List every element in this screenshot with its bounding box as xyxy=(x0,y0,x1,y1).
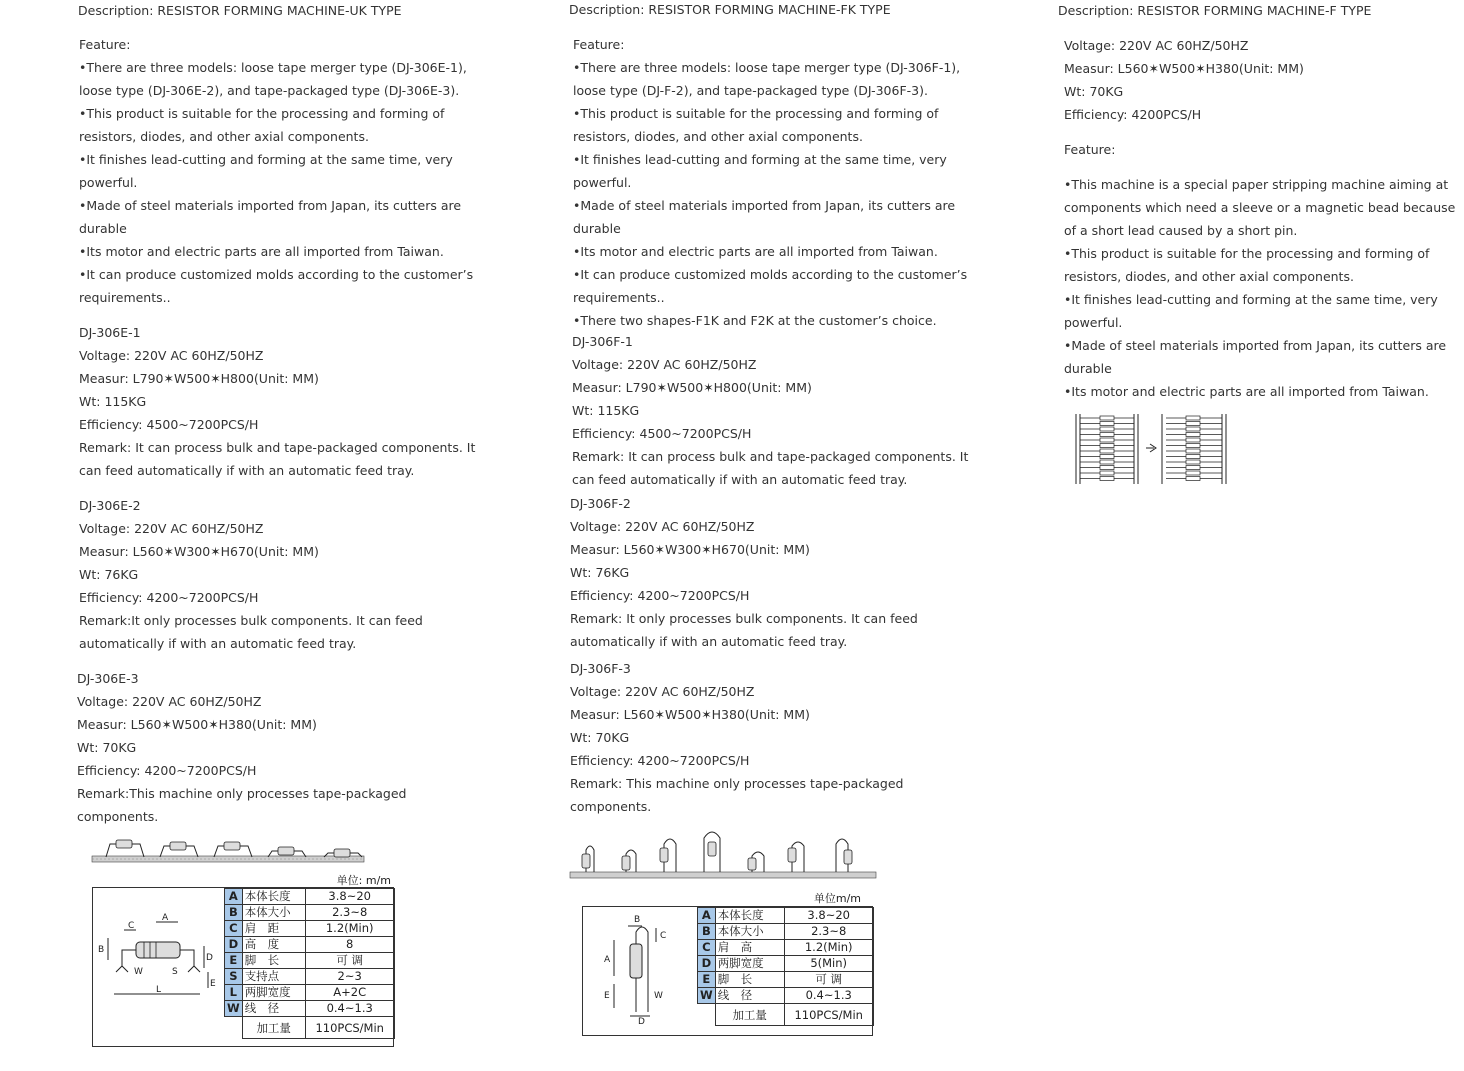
column-title-f: Description: RESISTOR FORMING MACHINE-F TYPE xyxy=(1058,3,1372,18)
text-line: Wt: 76KG xyxy=(79,567,139,582)
text-line: DJ-306F-1 xyxy=(572,334,633,349)
text-line: Measur: L560✶W300✶H670(Unit: MM) xyxy=(79,544,319,559)
text-line: powerful. xyxy=(79,175,138,190)
uk-dim-label: E xyxy=(210,979,216,989)
spec-value: 5(Min) xyxy=(784,956,873,972)
text-line: •This product is suitable for the processing and forming of xyxy=(573,106,939,121)
text-line: Voltage: 220V AC 60HZ/50HZ xyxy=(77,694,262,709)
spec-name: 肩 高 xyxy=(715,940,784,956)
text-line: Efficiency: 4500~7200PCS/H xyxy=(572,426,752,441)
text-line: powerful. xyxy=(573,175,632,190)
text-line: Remark:It only processes bulk components. It can feed xyxy=(79,613,423,628)
text-line: •There two shapes-F1K and F2K at the customer’s choice. xyxy=(573,313,937,328)
text-line: components. xyxy=(77,809,159,824)
spec-value: 2.3~8 xyxy=(784,924,873,940)
text-line: Wt: 70KG xyxy=(570,730,630,745)
spec-value: 可 调 xyxy=(784,972,873,988)
spec-letter: D xyxy=(225,937,243,953)
spec-value: 8 xyxy=(305,937,394,953)
text-line: DJ-306E-3 xyxy=(77,671,139,686)
text-line: Measur: L790✶W500✶H800(Unit: MM) xyxy=(572,380,812,395)
text-line: DJ-306E-2 xyxy=(79,498,141,513)
text-line: resistors, diodes, and other axial components. xyxy=(573,129,863,144)
spec-value: 0.4~1.3 xyxy=(305,1001,394,1017)
text-line: Measur: L560✶W500✶H380(Unit: MM) xyxy=(77,717,317,732)
spec-letter: E xyxy=(698,972,716,988)
text-line: automatically if with an automatic feed tray. xyxy=(570,634,848,649)
text-line: •There are three models: loose tape merger type (DJ-306E-1), xyxy=(79,60,467,75)
text-line: Efficiency: 4200~7200PCS/H xyxy=(570,588,750,603)
text-line: •Made of steel materials imported from Japan, its cutters are xyxy=(1064,338,1447,353)
uk-dim-label: S xyxy=(172,967,178,977)
text-line: of a short lead caused by a short pin. xyxy=(1064,223,1298,238)
text-line: Wt: 70KG xyxy=(77,740,137,755)
text-line: Remark:This machine only processes tape-packaged xyxy=(77,786,407,801)
text-line: durable xyxy=(79,221,127,236)
fk-spec-table xyxy=(697,907,874,1026)
spec-name: 线 径 xyxy=(715,988,784,1004)
spec-letter: W xyxy=(225,1001,243,1017)
text-line: durable xyxy=(1064,361,1112,376)
spec-row xyxy=(225,905,395,921)
spec-row xyxy=(225,953,395,969)
spec-letter: A xyxy=(225,889,243,905)
formed-resistor-figure xyxy=(568,828,878,886)
uk-unit-label: 单位: m/m xyxy=(336,874,391,887)
text-line: Remark: It can process bulk and tape-packaged components. It xyxy=(572,449,969,464)
spec-row xyxy=(225,969,395,985)
fk-dim-label: E xyxy=(604,991,610,1001)
text-line: Remark: It only processes bulk components. It can feed xyxy=(570,611,918,626)
uk-dim-label: D xyxy=(206,953,213,963)
spec-row xyxy=(225,1001,395,1017)
text-line: Voltage: 220V AC 60HZ/50HZ xyxy=(79,521,264,536)
spec-letter: S xyxy=(225,969,243,985)
spec-letter: C xyxy=(698,940,716,956)
text-line: components which need a sleeve or a magnetic bead because xyxy=(1064,200,1456,215)
spec-value: 3.8~20 xyxy=(305,889,394,905)
text-line: Wt: 70KG xyxy=(1064,84,1124,99)
spec-row xyxy=(698,924,874,940)
spec-value: 2.3~8 xyxy=(305,905,394,921)
text-line: •Its motor and electric parts are all imported from Taiwan. xyxy=(1064,384,1429,399)
spec-row xyxy=(225,889,395,905)
fk-spec-figure xyxy=(580,890,875,1036)
fk-dim-label: B xyxy=(634,915,641,925)
text-line: •Its motor and electric parts are all imported from Taiwan. xyxy=(79,244,444,259)
spec-footer-label: 加工量 xyxy=(242,1017,305,1039)
spec-letter: B xyxy=(225,905,243,921)
spec-name: 本体大小 xyxy=(242,905,305,921)
spec-name: 本体长度 xyxy=(242,889,305,905)
spec-name: 支持点 xyxy=(242,969,305,985)
text-line: Efficiency: 4200~7200PCS/H xyxy=(77,763,257,778)
text-line: resistors, diodes, and other axial components. xyxy=(1064,269,1354,284)
spec-letter: W xyxy=(698,988,716,1004)
text-line: can feed automatically if with an automatic feed tray. xyxy=(572,472,908,487)
text-line: Wt: 115KG xyxy=(79,394,147,409)
spec-letter: B xyxy=(698,924,716,940)
text-line: •It finishes lead-cutting and forming at the same time, very xyxy=(79,152,453,167)
spec-value: 3.8~20 xyxy=(784,908,873,924)
spec-footer-value: 110PCS/Min xyxy=(784,1004,873,1026)
spec-footer-value: 110PCS/Min xyxy=(305,1017,394,1039)
text-line: Voltage: 220V AC 60HZ/50HZ xyxy=(570,519,755,534)
spec-name: 脚 长 xyxy=(715,972,784,988)
spec-letter: C xyxy=(225,921,243,937)
text-line: Remark: It can process bulk and tape-packaged components. It xyxy=(79,440,476,455)
text-line: Remark: This machine only processes tape-packaged xyxy=(570,776,904,791)
text-line: Feature: xyxy=(1064,142,1116,157)
text-line: requirements.. xyxy=(573,290,665,305)
spec-row xyxy=(225,985,395,1001)
column-title-fk: Description: RESISTOR FORMING MACHINE-FK TYPE xyxy=(569,2,891,17)
spec-name: 本体长度 xyxy=(715,908,784,924)
text-line: resistors, diodes, and other axial components. xyxy=(79,129,369,144)
spec-letter: E xyxy=(225,953,243,969)
text-line: •Made of steel materials imported from Japan, its cutters are xyxy=(573,198,956,213)
text-line: •There are three models: loose tape merger type (DJ-306F-1), xyxy=(573,60,961,75)
text-line: Measur: L790✶W500✶H800(Unit: MM) xyxy=(79,371,319,386)
text-line: Feature: xyxy=(79,37,131,52)
text-line: Feature: xyxy=(573,37,625,52)
text-line: Measur: L560✶W500✶H380(Unit: MM) xyxy=(1064,61,1304,76)
fk-dim-label: C xyxy=(660,931,667,941)
text-line: •This product is suitable for the processing and forming of xyxy=(1064,246,1430,261)
spec-row xyxy=(698,940,874,956)
fk-dim-label: A xyxy=(604,955,611,965)
text-line: Wt: 115KG xyxy=(572,403,640,418)
fk-dim-label: D xyxy=(638,1017,645,1027)
spec-name: 本体大小 xyxy=(715,924,784,940)
text-line: components. xyxy=(570,799,652,814)
uk-dim-label: B xyxy=(98,945,105,955)
text-line: Measur: L560✶W500✶H380(Unit: MM) xyxy=(570,707,810,722)
text-line: •It finishes lead-cutting and forming at the same time, very xyxy=(573,152,947,167)
uk-spec-table xyxy=(224,888,395,1039)
text-line: DJ-306F-2 xyxy=(570,496,631,511)
spec-value: 1.2(Min) xyxy=(784,940,873,956)
text-line: loose type (DJ-306E-2), and tape-packaged type (DJ-306E-3). xyxy=(79,83,460,98)
text-line: •It finishes lead-cutting and forming at the same time, very xyxy=(1064,292,1438,307)
spec-row xyxy=(698,972,874,988)
uk-dim-label: W xyxy=(134,967,143,977)
spec-footer-label: 加工量 xyxy=(715,1004,784,1026)
spec-name: 两脚宽度 xyxy=(715,956,784,972)
fk-dimension-drawing xyxy=(590,912,698,1028)
text-line: Efficiency: 4500~7200PCS/H xyxy=(79,417,259,432)
text-line: durable xyxy=(573,221,621,236)
text-line: can feed automatically if with an automatic feed tray. xyxy=(79,463,415,478)
text-line: automatically if with an automatic feed tray. xyxy=(79,636,357,651)
spec-letter: L xyxy=(225,985,243,1001)
text-line: Voltage: 220V AC 60HZ/50HZ xyxy=(79,348,264,363)
spec-row xyxy=(698,908,874,924)
fk-dim-label: W xyxy=(654,991,663,1001)
spec-value: 可 调 xyxy=(305,953,394,969)
text-line: •Its motor and electric parts are all imported from Taiwan. xyxy=(573,244,938,259)
text-line: Voltage: 220V AC 60HZ/50HZ xyxy=(1064,38,1249,53)
text-line: Voltage: 220V AC 60HZ/50HZ xyxy=(572,357,757,372)
spec-name: 肩 距 xyxy=(242,921,305,937)
spec-row xyxy=(698,988,874,1004)
spec-row xyxy=(225,937,395,953)
column-title-uk: Description: RESISTOR FORMING MACHINE-UK TYPE xyxy=(78,3,402,18)
spec-value: A+2C xyxy=(305,985,394,1001)
paper-strip-figure xyxy=(1070,410,1232,488)
text-line: Efficiency: 4200~7200PCS/H xyxy=(79,590,259,605)
text-line: •This machine is a special paper stripping machine aiming at xyxy=(1064,177,1449,192)
text-line: Voltage: 220V AC 60HZ/50HZ xyxy=(570,684,755,699)
spec-row xyxy=(698,956,874,972)
text-line: Wt: 76KG xyxy=(570,565,630,580)
spec-name: 高 度 xyxy=(242,937,305,953)
text-line: Measur: L560✶W300✶H670(Unit: MM) xyxy=(570,542,810,557)
uk-dim-label: L xyxy=(156,985,162,995)
spec-letter: D xyxy=(698,956,716,972)
text-line: •It can produce customized molds according to the customer’s xyxy=(573,267,968,282)
spec-letter: A xyxy=(698,908,716,924)
text-line: DJ-306F-3 xyxy=(570,661,631,676)
text-line: Efficiency: 4200~7200PCS/H xyxy=(570,753,750,768)
spec-row xyxy=(225,921,395,937)
uk-dim-label: A xyxy=(162,913,169,923)
text-line: loose type (DJ-F-2), and tape-packaged type (DJ-306F-3). xyxy=(573,83,928,98)
text-line: •Made of steel materials imported from Japan, its cutters are xyxy=(79,198,462,213)
text-line: •It can produce customized molds according to the customer’s xyxy=(79,267,474,282)
uk-spec-figure xyxy=(90,872,395,1048)
tape-resistor-strip-figure xyxy=(88,834,372,868)
text-line: powerful. xyxy=(1064,315,1123,330)
text-line: DJ-306E-1 xyxy=(79,325,141,340)
uk-dim-label: C xyxy=(128,921,135,931)
text-line: Efficiency: 4200PCS/H xyxy=(1064,107,1202,122)
fk-unit-label: 单位m/m xyxy=(813,892,861,905)
spec-value: 0.4~1.3 xyxy=(784,988,873,1004)
uk-dimension-drawing xyxy=(96,902,224,1012)
spec-value: 2~3 xyxy=(305,969,394,985)
spec-name: 脚 长 xyxy=(242,953,305,969)
spec-value: 1.2(Min) xyxy=(305,921,394,937)
spec-name: 两脚宽度 xyxy=(242,985,305,1001)
text-line: •This product is suitable for the processing and forming of xyxy=(79,106,445,121)
spec-name: 线 径 xyxy=(242,1001,305,1017)
text-line: requirements.. xyxy=(79,290,171,305)
